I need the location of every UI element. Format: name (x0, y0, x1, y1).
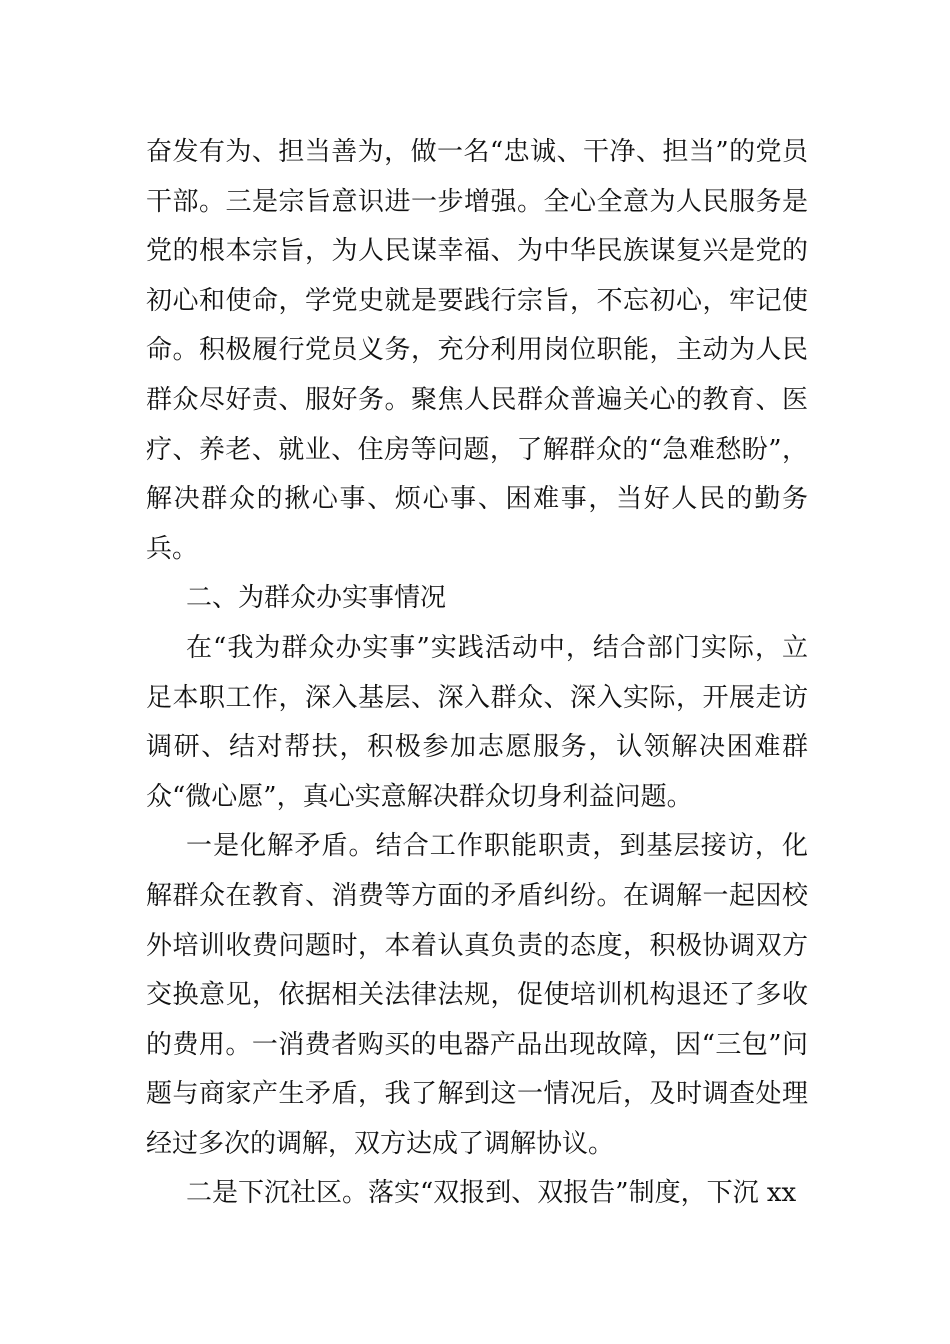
document-body (146, 128, 808, 1219)
section-heading: 二、为群众办实事情况 (186, 583, 447, 614)
paragraph-practice-activity: 在“我为群众办实事”实践活动中，结合部门实际，立足本职工作，深入基层、深入群众、深入实际，开展走访调研、结对帮扶，积极参加志愿服务，认领解决困难群众“微心愿”，真心实意解决群众切身利益问题。 (146, 632, 808, 812)
paragraph-resolve-conflicts: 一是化解矛盾。结合工作职能职责，到基层接访，化解群众在教育、消费等方面的矛盾纠纷。在调解一起因校外培训收费问题时，本着认真负责的态度，积极协调双方交换意见，依据相关法律法规，促使培训机构退还了多收的费用。一消费者购买的电器产品出现故障，因“三包”问题与商家产生矛盾，我了解到这一情况后，及时调查处理经过多次的调解，双方达成了调解协议。 (146, 831, 808, 1159)
paragraph-community-visit: 二是下沉社区。落实“双报到、双报告”制度，下沉 xx (186, 1178, 797, 1209)
paragraph-continuation: 奋发有为、担当善为，做一名“忠诚、干净、担当”的党员干部。三是宗旨意识进一步增强。全心全意为人民服务是党的根本宗旨，为人民谋幸福、为中华民族谋复兴是党的初心和使命，学党史就是要践行宗旨，不忘初心，牢记使命。积极履行党员义务，充分利用岗位职能，主动为人民群众尽好责、服好务。聚焦人民群众普遍关心的教育、医疗、养老、就业、住房等问题，了解群众的“急难愁盼”，解决群众的揪心事、烦心事、困难事，当好人民的勤务兵。 (146, 137, 808, 564)
